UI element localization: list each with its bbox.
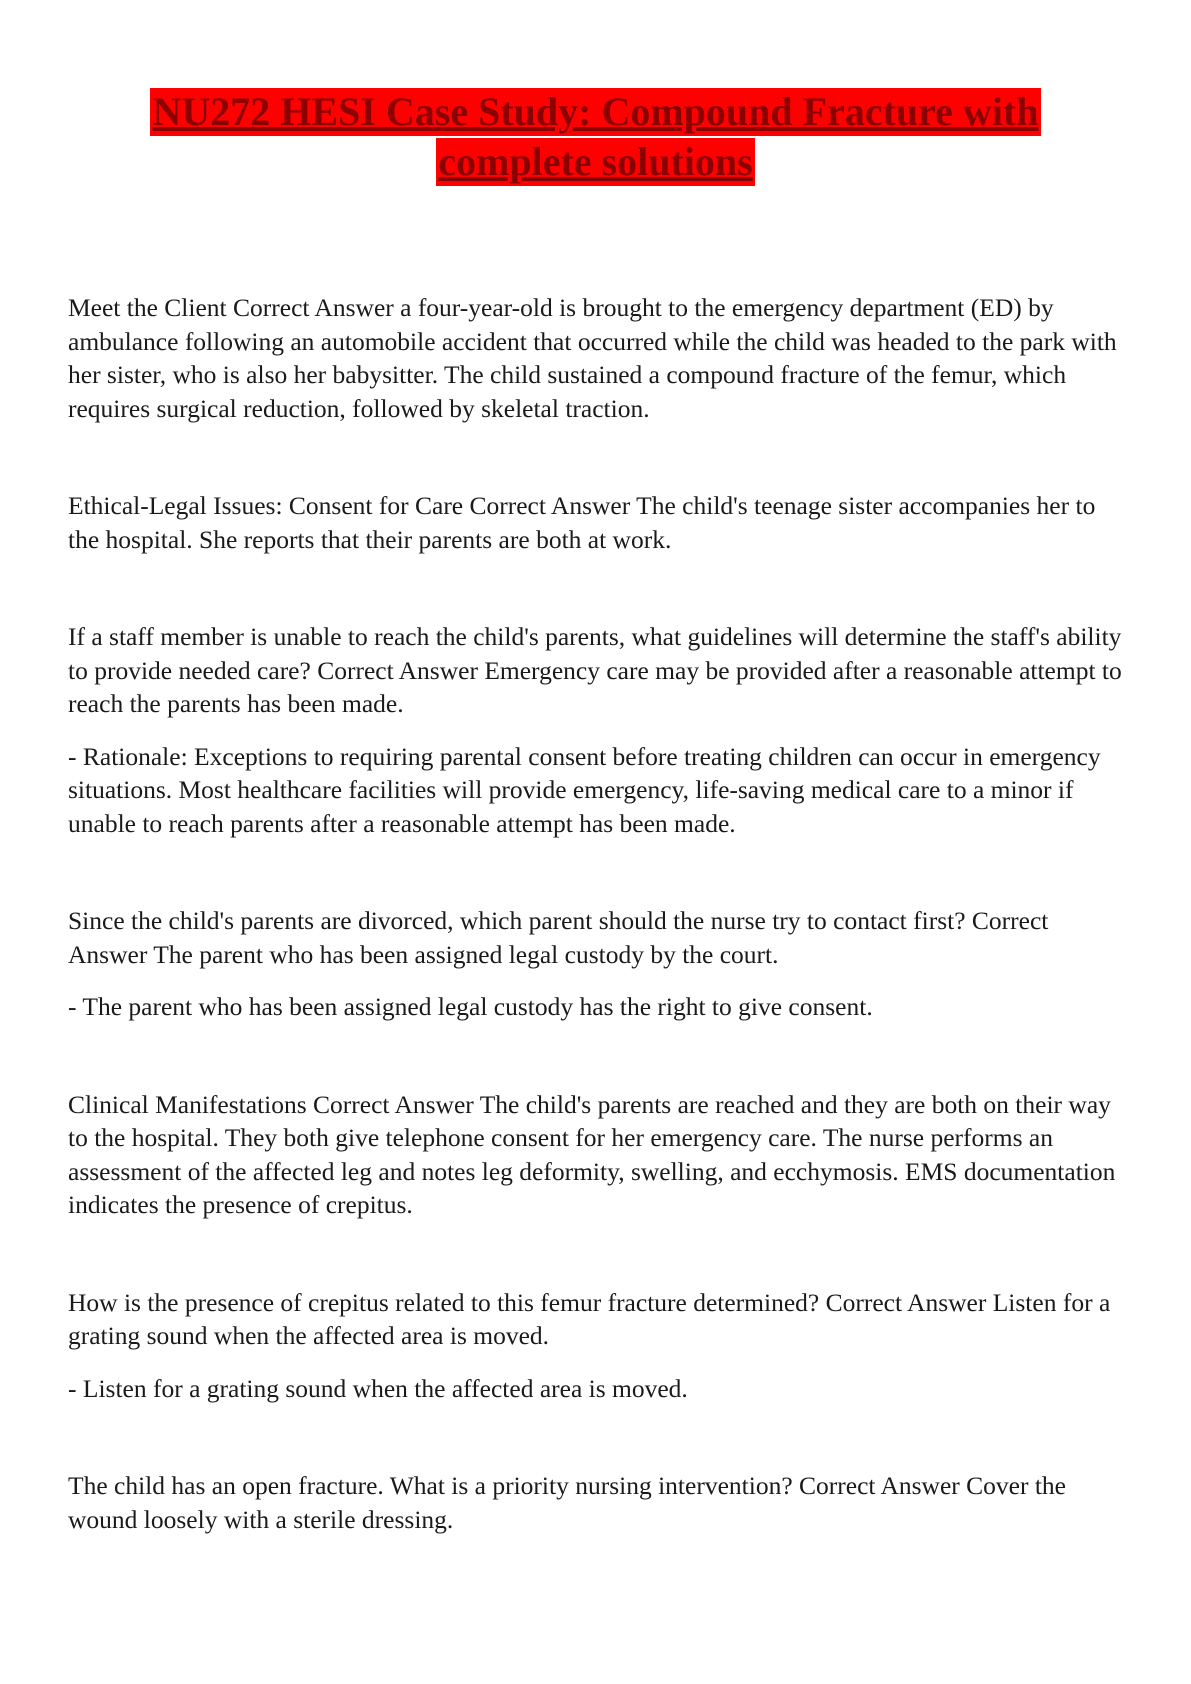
paragraph-question-open-fracture: The child has an open fracture. What is a priority nursing intervention? Correct Answer Cover the wound loosely with a sterile dressing.: [68, 1471, 1066, 1534]
paragraph-question-guidelines: If a staff member is unable to reach the child's parents, what guidelines will determine the staff's ability to provide needed care? Correct Answer Emergency care may be provided after a reasonable attempt to reach the parents has been made.: [68, 622, 1122, 718]
paragraph-rationale-crepitus: - Listen for a grating sound when the affected area is moved.: [68, 1373, 688, 1403]
paragraph-meet-the-client: Meet the Client Correct Answer a four-year-old is brought to the emergency department (ED) by ambulance following an automobile accident that occurred while the child was headed to the park with her sister, who is also her babysitter. The child sustained a compound fracture of the femur, which requires surgical reduction, followed by skeletal traction.: [68, 293, 1117, 423]
document-body: [68, 291, 1128, 1536]
paragraph-ethical-legal: Ethical-Legal Issues: Consent for Care Correct Answer The child's teenage sister accompanies her to the hospital. She reports that their parents are both at work.: [68, 491, 1096, 554]
spacer: [68, 971, 1128, 990]
title-line-1: NU272 HESI Case Study: Compound Fracture with: [152, 89, 1039, 134]
spacer: [68, 556, 1128, 620]
paragraph-clinical-manifestations: Clinical Manifestations Correct Answer The child's parents are reached and they are both on their way to the hospital. They both give telephone consent for her emergency care. The nurse performs an assessment of the affected leg and notes leg deformity, swelling, and ecchymosis. EMS documentation indicates the presence of crepitus.: [68, 1089, 1116, 1219]
spacer: [68, 721, 1128, 740]
spacer: [68, 840, 1128, 904]
paragraph-question-crepitus: How is the presence of crepitus related to this femur fracture determined? Correct Answer Listen for a grating sound when the affected area is moved.: [68, 1287, 1111, 1350]
paragraph-question-divorced-parents: Since the child's parents are divorced, which parent should the nurse try to contact first? Correct Answer The parent who has been assigned legal custody by the court.: [68, 906, 1049, 969]
spacer: [68, 425, 1128, 489]
paragraph-rationale-consent: - Rationale: Exceptions to requiring parental consent before treating children can occur in emergency situations. Most healthcare facilities will provide emergency, life-saving medical care to a minor if unable to reach parents after a reasonable attempt has been made.: [68, 741, 1101, 838]
spacer: [68, 1405, 1128, 1469]
spacer: [68, 1353, 1128, 1372]
paragraph-rationale-custody: - The parent who has been assigned legal custody has the right to give consent.: [68, 992, 873, 1021]
title-line-2: complete solutions: [438, 139, 753, 184]
spacer: [68, 1222, 1128, 1286]
spacer: [68, 1024, 1128, 1088]
document-title: [0, 88, 1191, 188]
